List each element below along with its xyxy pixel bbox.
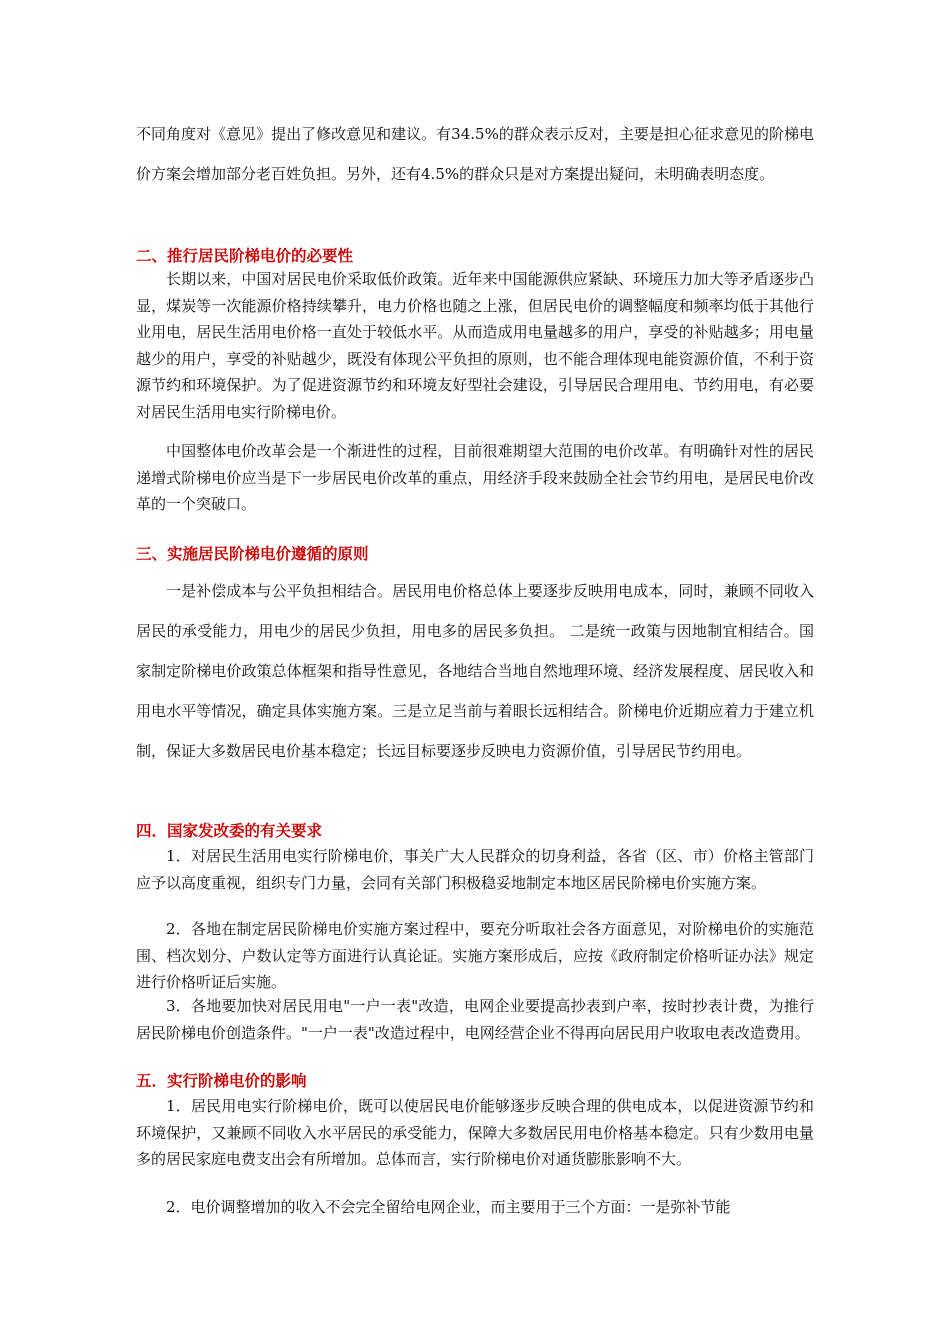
section-4-paragraph-2: 2．各地在制定居民阶梯电价实施方案过程中，要充分听取社会各方面意见，对阶梯电价的实施范围、档次划分、户数认定等方面进行认真论证。实施方案形成后，应按《政府制定价格听证办法》规定进行价格听证后实施。 — [136, 920, 814, 992]
section-4-paragraph-1: 1．对居民生活用电实行阶梯电价，事关广大人民群众的切身利益，各省（区、市）价格主管部门应予以高度重视，组织专门力量，会同有关部门积极稳妥地制定本地区居民阶梯电价实施方案。 — [136, 847, 814, 892]
section-5-paragraph-1: 1．居民用电实行阶梯电价，既可以使居民电价能够逐步反映合理的供电成本，以促进资源节约和环境保护，又兼顾不同收入水平居民的承受能力，保障大多数居民用电价格基本稳定。只有少数用电量多的居民家庭电费支出会有所增加。总体而言，实行阶梯电价对通货膨胀影响不大。 — [136, 1097, 814, 1169]
section-2-paragraph-1: 长期以来，中国对居民电价采取低价政策。近年来中国能源供应紧缺、环境压力加大等矛盾逐步凸显，煤炭等一次能源价格持续攀升，电力价格也随之上涨，但居民电价的调整幅度和频率均低于其他行业用电，居民生活用电价格一直处于较低水平。从而造成用电量越多的用户，享受的补贴越多；用电量越少的用户，享受的补贴越少，既没有体现公平负担的原则，也不能合理体现电能资源价值，不利于资源节约和环境保护。为了促进资源节约和环境友好型社会建设，引导居民合理用电、节约用电，有必要对居民生活用电实行阶梯电价。 — [136, 270, 814, 421]
section-heading-3: 三、实施居民阶梯电价遵循的原则 — [136, 545, 369, 563]
section-5-paragraph-2: 2．电价调整增加的收入不会完全留给电网企业，而主要用于三个方面：一是弥补节能 — [166, 1198, 731, 1216]
section-heading-5: 五．实行阶梯电价的影响 — [136, 1072, 307, 1090]
section-3-paragraph-1: 一是补偿成本与公平负担相结合。居民用电价格总体上要逐步反映用电成本，同时，兼顾不同收入居民的承受能力，用电少的居民少负担，用电多的居民多负担。 二是统一政策与因地制宜相结合。国家制定阶梯电价政策总体框架和指导性意见，各地结合当地自然地理环境、经济发展程度、居民收入和用电水平等情况，确定具体实施方案。三是立足当前与着眼长远相结合。阶梯电价近期应着力于建立机制，保证大多数居民电价基本稳定；长远目标要逐步反映电力资源价值，引导居民节约用电。 — [136, 582, 814, 760]
section-heading-2: 二、推行居民阶梯电价的必要性 — [136, 247, 354, 265]
section-4-paragraph-3: 3．各地要加快对居民用电"一户一表"改造，电网企业要提高抄表到户率，按时抄表计费，为推行居民阶梯电价创造条件。"一户一表"改造过程中，电网经营企业不得再向居民用户收取电表改造费用。 — [136, 997, 814, 1042]
intro-paragraph: 不同角度对《意见》提出了修改意见和建议。有34.5%的群众表示反对，主要是担心征求意见的阶梯电价方案会增加部分老百姓负担。另外，还有4.5%的群众只是对方案提出疑问，未明确表明态度。 — [136, 125, 814, 183]
section-heading-4: 四．国家发改委的有关要求 — [136, 822, 323, 840]
section-2-paragraph-2: 中国整体电价改革会是一个渐进性的过程，目前很难期望大范围的电价改革。有明确针对性的居民递增式阶梯电价应当是下一步居民电价改革的重点，用经济手段来鼓励全社会节约用电，是居民电价改革的一个突破口。 — [136, 442, 814, 514]
